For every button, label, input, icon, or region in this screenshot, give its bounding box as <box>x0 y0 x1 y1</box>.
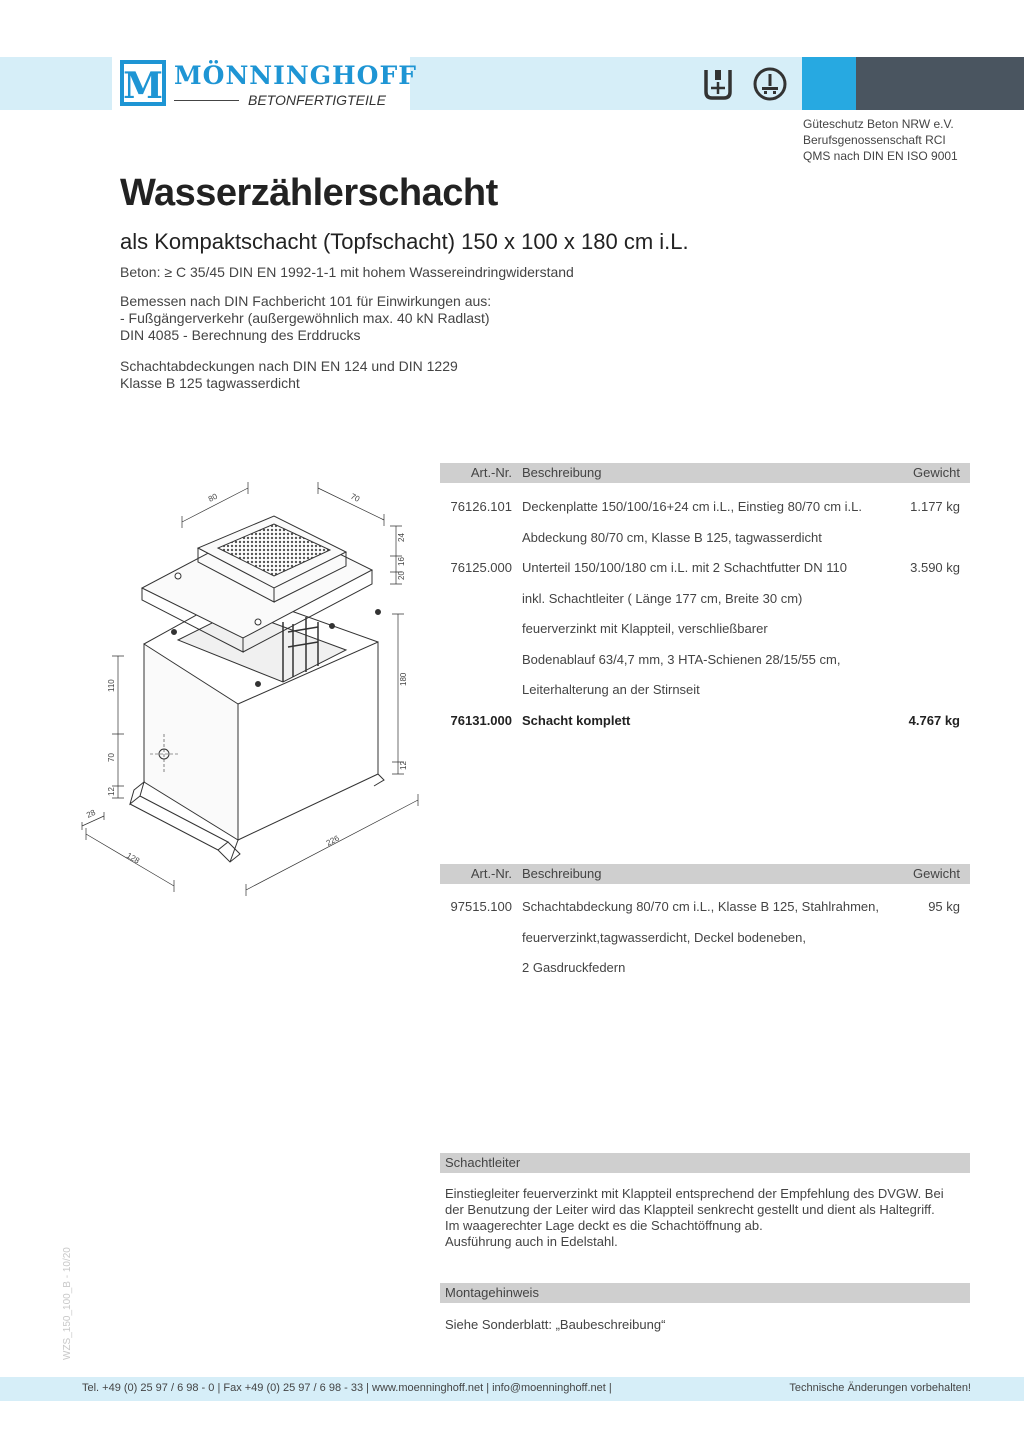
cell-description: Schachtabdeckung 80/70 cm i.L., Klasse B 125, Stahlrahmen, <box>522 899 879 914</box>
logo-m-icon <box>120 60 166 106</box>
logo-divider <box>174 100 239 101</box>
cell-art-nr: 76125.000 <box>450 560 512 575</box>
logo-name: MÖNNINGHOFF <box>174 61 417 90</box>
spec-beton: Beton: ≥ C 35/45 DIN EN 1992-1-1 mit hohem Wassereindringwiderstand <box>120 264 574 280</box>
table-row <box>440 647 970 678</box>
table-row <box>440 586 970 617</box>
footer-note: Technische Änderungen vorbehalten! <box>789 1382 971 1394</box>
cell-description: feuerverzinkt,tagwasserdicht, Deckel bodeneben, <box>522 929 806 945</box>
svg-text:M: M <box>123 65 163 106</box>
spec-line: DIN 4085 - Berechnung des Erddrucks <box>120 327 361 343</box>
dim-label: 180 <box>399 672 408 686</box>
spec-line: Bemessen nach DIN Fachbericht 101 für Einwirkungen aus: <box>120 293 492 309</box>
dim-label: 70 <box>107 753 116 762</box>
cell-description: 2 Gasdruckfedern <box>522 960 626 975</box>
company-logo[interactable] <box>112 57 417 110</box>
cell-description: feuerverzinkt mit Klappteil, verschließbarer <box>522 621 768 636</box>
header-dark-block <box>856 57 1024 110</box>
dim-label: 24 <box>397 533 406 542</box>
dim-label: 110 <box>107 679 116 692</box>
col-weight: Gewicht <box>913 866 960 881</box>
document-code: WZS_150_100_B - 10/20 <box>62 1247 73 1360</box>
cell-art-nr: 76131.000 <box>450 712 512 728</box>
text-line: Einstiegleiter feuerverzinkt mit Klappteil entsprechend der Empfehlung des DVGW. Bei <box>445 1186 944 1201</box>
cell-weight: 4.767 kg <box>908 712 960 728</box>
cell-description: inkl. Schachtleiter ( Länge 177 cm, Breite 30 cm) <box>522 590 803 606</box>
dim-label: 226 <box>324 833 341 848</box>
table-total-row <box>440 708 970 739</box>
spec-abdeckung <box>120 358 458 392</box>
cell-description: Abdeckung 80/70 cm, Klasse B 125, tagwasserdicht <box>522 529 822 545</box>
cell-description: Unterteil 150/100/180 cm i.L. mit 2 Schachtfutter DN 110 <box>522 560 847 575</box>
bg-rci-icon <box>752 66 788 102</box>
spec-line: Klasse B 125 tagwasserdicht <box>120 375 300 391</box>
spec-line: - Fußgängerverkehr (außergewöhnlich max. 40 kN Radlast) <box>120 310 490 326</box>
col-art-nr: Art.-Nr. <box>470 866 512 881</box>
dim-label: 128 <box>125 850 142 866</box>
cell-description: Leiterhalterung an der Stirnseit <box>522 682 700 697</box>
section-text-montage: Siehe Sonderblatt: „Baubeschreibung“ <box>445 1317 666 1332</box>
article-table-shaft <box>440 463 970 738</box>
col-description: Beschreibung <box>522 866 602 881</box>
col-description: Beschreibung <box>522 465 602 480</box>
dim-label: 12 <box>107 787 116 796</box>
section-text-schachtleiter <box>445 1186 975 1250</box>
cell-weight: 3.590 kg <box>910 560 960 575</box>
logo-subtitle: BETONFERTIGTEILE <box>248 92 386 108</box>
page-title: Wasserzählerschacht <box>120 172 498 214</box>
footer-band <box>0 1377 1024 1401</box>
table-row <box>440 494 970 525</box>
header-accent-block <box>802 57 856 110</box>
footer-contact[interactable]: Tel. +49 (0) 25 97 / 6 98 - 0 | Fax +49 (0) 25 97 / 6 98 - 33 | www.moenninghoff.net | info@moenninghoff.net | <box>82 1382 612 1394</box>
col-weight: Gewicht <box>913 465 960 480</box>
page-subtitle: als Kompaktschacht (Topfschacht) 150 x 100 x 180 cm i.L. <box>120 229 689 254</box>
cell-art-nr: 97515.100 <box>450 899 512 914</box>
table-row <box>440 616 970 647</box>
table-header <box>440 864 970 884</box>
dim-label: 28 <box>85 807 97 820</box>
dim-label: 12 <box>399 761 408 770</box>
certification-item: Güteschutz Beton NRW e.V. <box>803 117 954 131</box>
cell-weight: 1.177 kg <box>910 499 960 514</box>
cell-description: Schacht komplett <box>522 712 631 728</box>
text-line: der Benutzung der Leiter wird das Klappteil senkrecht gestellt und dient als Haltegriff. <box>445 1202 935 1217</box>
guete-certificate-icon <box>700 66 736 102</box>
article-table-cover <box>440 864 970 986</box>
spec-bemessen <box>120 293 491 344</box>
table-row <box>440 894 970 925</box>
table-row <box>440 525 970 556</box>
section-heading-schachtleiter: Schachtleiter <box>440 1153 970 1173</box>
spec-line: Schachtabdeckungen nach DIN EN 124 und DIN 1229 <box>120 358 458 374</box>
table-header <box>440 463 970 483</box>
cell-weight: 95 kg <box>928 899 960 914</box>
shaft-technical-drawing <box>78 472 430 897</box>
table-row <box>440 925 970 956</box>
dim-label: 80 <box>206 491 219 504</box>
dim-label: 20 <box>397 571 406 580</box>
cell-description: Bodenablauf 63/4,7 mm, 3 HTA-Schienen 28/15/55 cm, <box>522 651 841 667</box>
section-heading-montage: Montagehinweis <box>440 1283 970 1303</box>
table-row <box>440 677 970 708</box>
certification-item: QMS nach DIN EN ISO 9001 <box>803 149 958 163</box>
text-line: Im waagerechter Lage deckt es die Schachtöffnung ab. <box>445 1218 763 1233</box>
dim-label: 70 <box>349 491 362 504</box>
cell-art-nr: 76126.101 <box>450 499 512 514</box>
text-line: Ausführung auch in Edelstahl. <box>445 1234 618 1249</box>
certification-list <box>803 116 958 164</box>
table-row <box>440 555 970 586</box>
table-row <box>440 955 970 986</box>
dim-label: 16 <box>397 557 406 566</box>
cell-description: Deckenplatte 150/100/16+24 cm i.L., Einstieg 80/70 cm i.L. <box>522 499 863 514</box>
col-art-nr: Art.-Nr. <box>470 465 512 480</box>
certification-item: Berufsgenossenschaft RCI <box>803 133 946 147</box>
